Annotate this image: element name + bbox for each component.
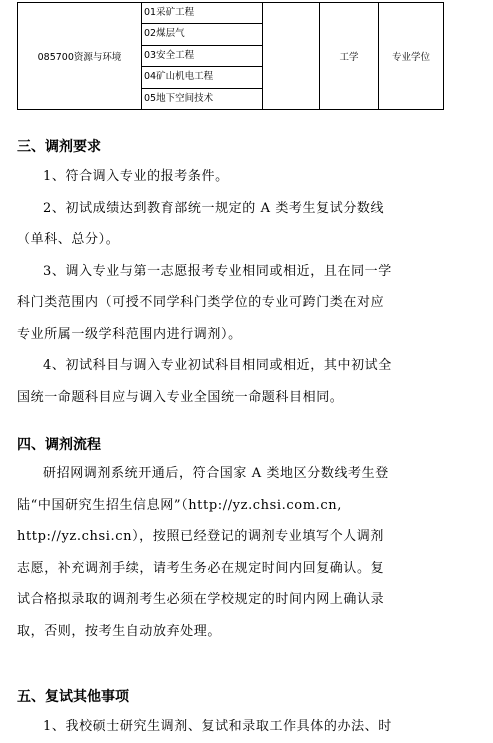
paragraph-line: 国统一命题科目应与调入专业全国统一命题科目相同。 — [17, 389, 344, 405]
paragraph-line: 4、初试科目与调入专业初试科目相同或相近，其中初试全 — [43, 358, 392, 373]
paragraph-line: 1、符合调入专业的报考条件。 — [43, 169, 229, 184]
paragraph-line: 志愿，补充调剂手续，请考生务必在规定时间内回复确认。复 — [17, 560, 385, 576]
section-4-heading: 四、调剂流程 — [17, 437, 101, 453]
empty-cell — [263, 3, 320, 110]
direction-item: 05地下空间技术 — [144, 92, 214, 104]
paragraph-line: http://yz.chsi.cn），按照已经登记的调剂专业填写个人调剂 — [17, 529, 384, 544]
section-3-heading: 三、调剂要求 — [17, 139, 101, 155]
paragraph-line: 陆“中国研究生招生信息网”（http://yz.chsi.com.cn, — [17, 497, 342, 513]
major-name-cell: 085700资源与环境 — [18, 3, 142, 110]
direction-item: 03安全工程 — [142, 46, 262, 67]
majors-table — [17, 2, 444, 110]
paragraph-line: 科门类范围内（可授不同学科门类学位的专业可跨门类在对应 — [17, 295, 385, 310]
paragraph-line: 试合格拟录取的调剂考生必须在学校规定的时间内网上确认录 — [17, 592, 385, 607]
direction-item: 04矿山机电工程 — [142, 67, 262, 88]
paragraph-line: 取，否则，按考生自动放弃处理。 — [17, 623, 222, 639]
degree-type-cell: 专业学位 — [379, 3, 444, 110]
paragraph-line: 3、调入专业与第一志愿报考专业相同或相近，且在同一学 — [43, 263, 392, 279]
paragraph-line: 1、我校硕士研究生调剂、复试和录取工作具体的办法、时 — [43, 719, 392, 734]
paragraph-line: 专业所属一级学科范围内进行调剂）。 — [17, 326, 242, 342]
section-4-body — [17, 458, 445, 647]
section-5-body — [17, 711, 445, 743]
paragraph-line: （单科、总分）。 — [17, 232, 120, 247]
direction-item: 02煤层气 — [142, 24, 262, 45]
paragraph-line: 2、初试成绩达到教育部统一规定的 A 类考生复试分数线 — [43, 200, 385, 216]
directions-cell — [142, 3, 263, 110]
section-5-heading: 五、复试其他事项 — [17, 689, 129, 705]
direction-item: 01采矿工程 — [142, 3, 262, 24]
category-cell: 工学 — [320, 3, 379, 110]
section-3-body — [17, 161, 445, 413]
paragraph-line: 研招网调剂系统开通后，符合国家 A 类地区分数线考生登 — [43, 466, 389, 481]
